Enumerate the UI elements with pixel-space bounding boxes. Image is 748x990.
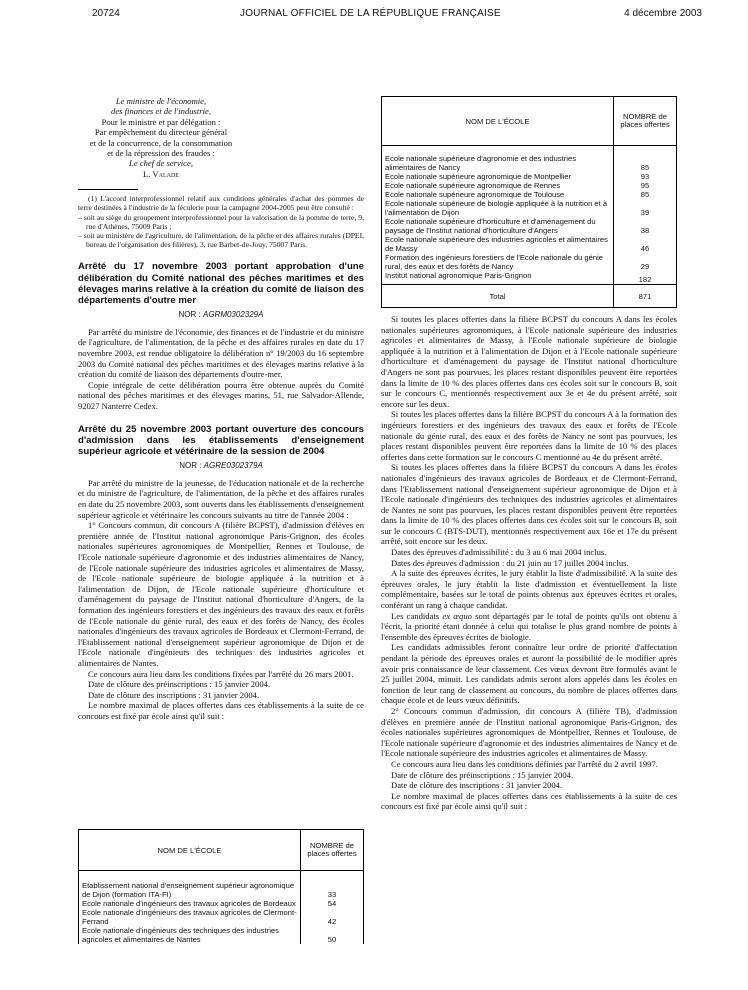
footnote-item: – soit au siège du groupement interprofessionnel pour la valorisation de la pomme de terre, 9, rue d'Athènes, 75009 Paris ; (78, 212, 364, 231)
signature-line: et de la répression des fraudes : (107, 148, 215, 159)
signature-line: Pour le ministre et par délégation : (101, 116, 221, 127)
paragraph: 1° Concours commun, dit concours A (filière BCPST), d'admission d'élèves en première année de l'Institut national agronomique Paris-Grignon, des écoles nationales supérieures agronomiques de Montpellier, Rennes et Toulouse, de l'Ecole nationale supérieure d'agronomie et des industries alimentaires de Nancy, de l'Ecole nationale supérieure des industries agricoles et alimentaires de Massy, de l'Ecole nationale supérieure de biologie appliquée à la nutrition et à l'alimentation de Dijon, de l'Ecole nationale supérieure d'horticulture et d'aménagement du paysage de l'Institut national d'horticulture d'Angers, de la formation des ingénieurs forestiers et des ingénieurs des travaux des eaux et forêts de l'Ecole nationale du génie rural, des eaux et des forêts de Nancy, des écoles nationales d'ingénieurs des travaux agricoles de Bordeaux et Clermont-Ferrand, de l'Etablissement national d'enseignement supérieur agronomique de Dijon et de l'Ecole nationale d'ingénieurs des techniques des industries agricoles et alimentaires de Nantes. (78, 520, 364, 668)
paragraph: Le nombre maximal de places offertes dans ces établissements à la suite de ce concours est fixé par école ainsi qu'il suit : (78, 700, 364, 721)
paragraph: Les candidats admissibles feront connaître leur ordre de priorité d'affectation pendant la période des épreuves orales et auront la possibilité de le modifier après avoir pris connaissance de leur classement. Ces vœux devront être formulés avant le 25 juillet 2004, minuit. Les candidats admis seront alors appelés dans les écoles en fonction de leur rang de classement au concours, du nombre de places offertes dans chaque école et de leurs vœux définitifs. (381, 642, 677, 706)
nor-code: AGRE0302379A (203, 461, 263, 471)
footnote-item: – soit au ministère de l'agriculture, de l'alimentation, de la pêche et des affaires rurales (DPEI, bureau de l'organisation des filières), 3, rue Barbet-de-Jouy, 75007 Paris. (78, 231, 364, 250)
table-cell-value: 33 (301, 871, 364, 900)
table-cell-value: 29 (614, 253, 677, 271)
table-cell-name: Etablissement national d'enseignement supérieur agronomique de Dijon (formation ITA-FI) (79, 871, 301, 900)
paragraph: 2° Concours commun d'admission, dit concours A (filière TB), d'admission d'élèves en première année de l'Institut national agronomique Paris-Grignon, des écoles nationales supérieures agronomiques de Montpellier, Rennes et Toulouse, de l'Ecole nationale supérieure d'agronomie et des industries alimentaires de Nancy et de l'Ecole nationale supérieure des industries agricoles et alimentaires de Massy. (381, 705, 677, 759)
table-row (382, 217, 677, 235)
table-header-count: NOMBRE de places offertes (301, 830, 364, 871)
paragraph: Date de clôture des préinscriptions : 15 janvier 2004. (391, 769, 574, 780)
paragraph: Copie intégrale de cette délibération pourra être obtenue auprès du Comité national des pêches maritimes et des élevages marins, 51, rue Salvador-Allende, 92027 Nanterre Cedex. (78, 379, 364, 412)
text-run: sont départagés par le total de points qu'ils ont obtenu à l'écrit, la priorité étant donnée à celui qui totalise le plus grand nombre de points à l'ensemble des épreuves écrites de biologie. (381, 610, 677, 642)
table-row (382, 271, 677, 285)
page-number: 20724 (92, 8, 120, 19)
table-row (382, 181, 677, 190)
table-row (382, 199, 677, 217)
paragraph: Par arrêté du ministre de la jeunesse, de l'éducation nationale et de la recherche et du ministre de l'agriculture, de l'alimentation, de la pêche et des affaires rurales en date du 25 novembre 2003, sont ouverts dans les établissements d'enseignement supérieur agricole et vétérinaire les concours suivants au titre de l'année 2004 : (78, 477, 364, 520)
table-row (79, 899, 364, 908)
paragraph: Ce concours aura lieu dans les conditions définies par l'arrêté du 2 avril 1997. (391, 758, 658, 769)
left-column (78, 96, 364, 721)
table-header-row (382, 97, 677, 146)
page-header (0, 8, 748, 24)
footnote (78, 194, 364, 249)
table-row (382, 146, 677, 173)
table-cell-name: Ecole nationale d'ingénieurs des travaux agricoles de Clermont-Ferrand (79, 908, 301, 926)
table-row (382, 190, 677, 199)
table-cell-value: 85 (614, 190, 677, 199)
table-row (382, 253, 677, 271)
table-cell-value: 54 (301, 899, 364, 908)
text-run-italic: ex æquo (442, 610, 472, 621)
paragraph: Date de clôture des inscriptions : 31 janvier 2004. (391, 780, 563, 791)
nor-label: NOR : (178, 310, 201, 320)
signature-line: Le chef de service, (129, 158, 193, 169)
table-cell-value: 50 (301, 926, 364, 944)
paragraph: Dates des épreuves d'admissibilité : du 3 au 6 mai 2004 inclus. (391, 547, 607, 558)
paragraph: Si toutes les places offertes dans la filière BCPST du concours A dans les écoles nationales d'ingénieurs des travaux agricoles de Bordeaux et de Clermont-Ferrand, dans l'Etablissement national d'enseignement supérieur agronomique de Dijon et à l'Ecole nationale d'ingénieurs des techniques des industries agricoles et alimentaires de Nantes ne sont pas pourvues, les places restant disponibles peuvent être reportées dans la limite de 10 % des places offertes dans ces écoles soit sur le concours B, soit sur le concours C (BTS-DUT), mentionnés respectivement aux 16e et 17e du présent arrêté, soit encore sur les deux. (381, 462, 677, 547)
nor-code: AGRM0302329A (202, 310, 264, 320)
table-header-count: NOMBRE de places offertes (614, 97, 677, 146)
nor-label: NOR : (179, 461, 202, 471)
paragraph: Par arrêté du ministre de l'économie, des finances et de l'industrie et du ministre de l'agriculture, de l'alimentation, de la pêche et des affaires rurales en date du 17 novembre 2003, est rendue obligatoire la délibération n° 19/2003 du 16 septembre 2003 du Comité national des pêches maritimes et des élevages marins relative à la création du comité de liaison des départements d'outre-mer. (78, 326, 364, 380)
table-cell-value: 39 (614, 199, 677, 217)
table-cell-value: 93 (614, 172, 677, 181)
table-cell-value: 38 (614, 217, 677, 235)
table-cell-name: Formation des ingénieurs forestiers de l'Ecole nationale du génie rural, des eaux et des forêts de Nancy (382, 253, 614, 271)
paragraph (381, 611, 677, 643)
paragraph: A la suite des épreuves écrites, le jury établit la liste d'admissibilité. A la suite des épreuves orales, le jury établit la liste d'admission et éventuellement la liste complémentaire, basées sur le total de points obtenus aux épreuves écrites et orales, conférant un rang à chaque candidat. (381, 568, 677, 611)
signature-line: et de la concurrence, de la consommation (89, 137, 233, 148)
table-cell-value: 85 (614, 146, 677, 173)
table-row (79, 908, 364, 926)
signature-line: Par empêchement du directeur général (94, 127, 228, 138)
footnote-rule (78, 189, 138, 190)
arrete-title: Arrêté du 25 novembre 2003 portant ouverture des concours d'admission dans les établissements d'enseignement supérieur agricole et vétérinaire de la session de 2004 (78, 423, 364, 458)
table-header-name: NOM DE L'ÉCOLE (382, 97, 614, 146)
table-cell-name: Ecole nationale supérieure agronomique de Toulouse (382, 190, 614, 199)
table-total-label: Total (382, 285, 614, 308)
table-row (79, 871, 364, 900)
nor-reference (78, 461, 364, 472)
table-cell-name: Ecole nationale supérieure des industries agricoles et alimentaires de Massy (382, 235, 614, 253)
signature-name: L. Valade (143, 168, 179, 179)
footnote-text: (1) L'accord interprofessionnel relatif aux conditions générales d'achat des pommes de terre destinées à l'industrie de la féculerie pour la campagne 2004-2005 peut être consulté : (78, 194, 364, 213)
places-table-left (78, 829, 364, 944)
paragraph: Ce concours aura lieu dans les conditions fixées par l'arrêté du 26 mars 2001. (88, 668, 354, 679)
table-cell-name: Ecole nationale supérieure d'horticulture et d'aménagement du paysage de l'Institut national d'horticulture d'Angers (382, 217, 614, 235)
table-row (382, 172, 677, 181)
table-header-name: NOM DE L'ÉCOLE (79, 830, 301, 871)
paragraph: Date de clôture des préinscriptions : 15 janvier 2004. (88, 679, 271, 690)
table-cell-name: Ecole nationale supérieure de biologie appliquée à la nutrition et à l'alimentation de Dijon (382, 199, 614, 217)
table-row (79, 926, 364, 944)
table-cell-name: Institut national agronomique Paris-Grignon (382, 271, 614, 285)
journal-title: JOURNAL OFFICIEL DE LA RÉPUBLIQUE FRANÇAISE (240, 8, 501, 19)
signature-line: Le ministre de l'économie, (115, 96, 207, 106)
table-cell-name: Ecole nationale d'ingénieurs des techniques des industries agricoles et alimentaires de Nantes (79, 926, 301, 944)
right-column (381, 96, 677, 812)
table-cell-value: 46 (614, 235, 677, 253)
table-total-value: 871 (614, 285, 677, 308)
table-header-row (79, 830, 364, 871)
paragraph: Le nombre maximal de places offertes dans ces établissements à la suite de ces concours est fixé par école ainsi qu'il suit : (381, 790, 677, 812)
table-cell-name: Ecole nationale supérieure d'agronomie et des industries alimentaires de Nancy (382, 146, 614, 173)
arrete-title: Arrêté du 17 novembre 2003 portant approbation d'une délibération du Comité national des pêches maritimes et des élevages marins relative à la création du comité de liaison des départements d'outre mer (78, 261, 364, 307)
issue-date: 4 décembre 2003 (624, 8, 702, 19)
paragraph: Si toutes les places offertes dans la filière BCPST du concours A dans les écoles nationales supérieures agronomiques, à l'Ecole nationale supérieure des industries agricoles et alimentaires de Massy, à l'Ecole nationale supérieure de biologie appliquée à la nutrition et à l'alimentation de Dijon et à l'Ecole nationale supérieure d'horticulture et d'aménagement du paysage de l'Institut national d'horticulture d'Angers ne sont pas pourvues, les places restant disponibles peuvent être reportées dans la limite de 10 % des places offertes dans ces écoles soit sur le concours B, soit sur le concours C, mentionnés respectivement aux 3e et 4e du présent arrêté, soit encore sur les deux. (381, 314, 677, 409)
places-table-right (381, 96, 677, 308)
text-run: Les candidats (391, 610, 443, 621)
paragraph: Dates des épreuves d'admission : du 21 juin au 17 juillet 2004 inclus. (391, 557, 629, 568)
signature-line: des finances et de l'industrie, (111, 106, 211, 117)
table-cell-value: 95 (614, 181, 677, 190)
table-cell-name: Ecole nationale supérieure agronomique de Rennes (382, 181, 614, 190)
paragraph: Si toutes les places offertes dans la filière BCPST du concours A à la formation des ingénieurs forestiers et des ingénieurs des travaux des eaux et forêts de l'Ecole nationale du génie rural, des eaux et des forêts de Nancy ne sont pas pourvues, les places restant disponibles peuvent être reportées dans la limite de 10 % des places offertes dans cette formation sur le concours C mentionné au 4e du présent arrêté. (381, 409, 677, 462)
table-row (382, 235, 677, 253)
table-cell-value: 42 (301, 908, 364, 926)
table-cell-value: 182 (614, 271, 677, 285)
signature-block (78, 96, 244, 179)
nor-reference (78, 310, 364, 321)
paragraph: Date de clôture des inscriptions : 31 janvier 2004. (88, 689, 260, 700)
table-cell-name: Ecole nationale d'ingénieurs des travaux agricoles de Bordeaux (79, 899, 301, 908)
table-cell-name: Ecole nationale supérieure agronomique de Montpellier (382, 172, 614, 181)
table-total-row (382, 285, 677, 308)
